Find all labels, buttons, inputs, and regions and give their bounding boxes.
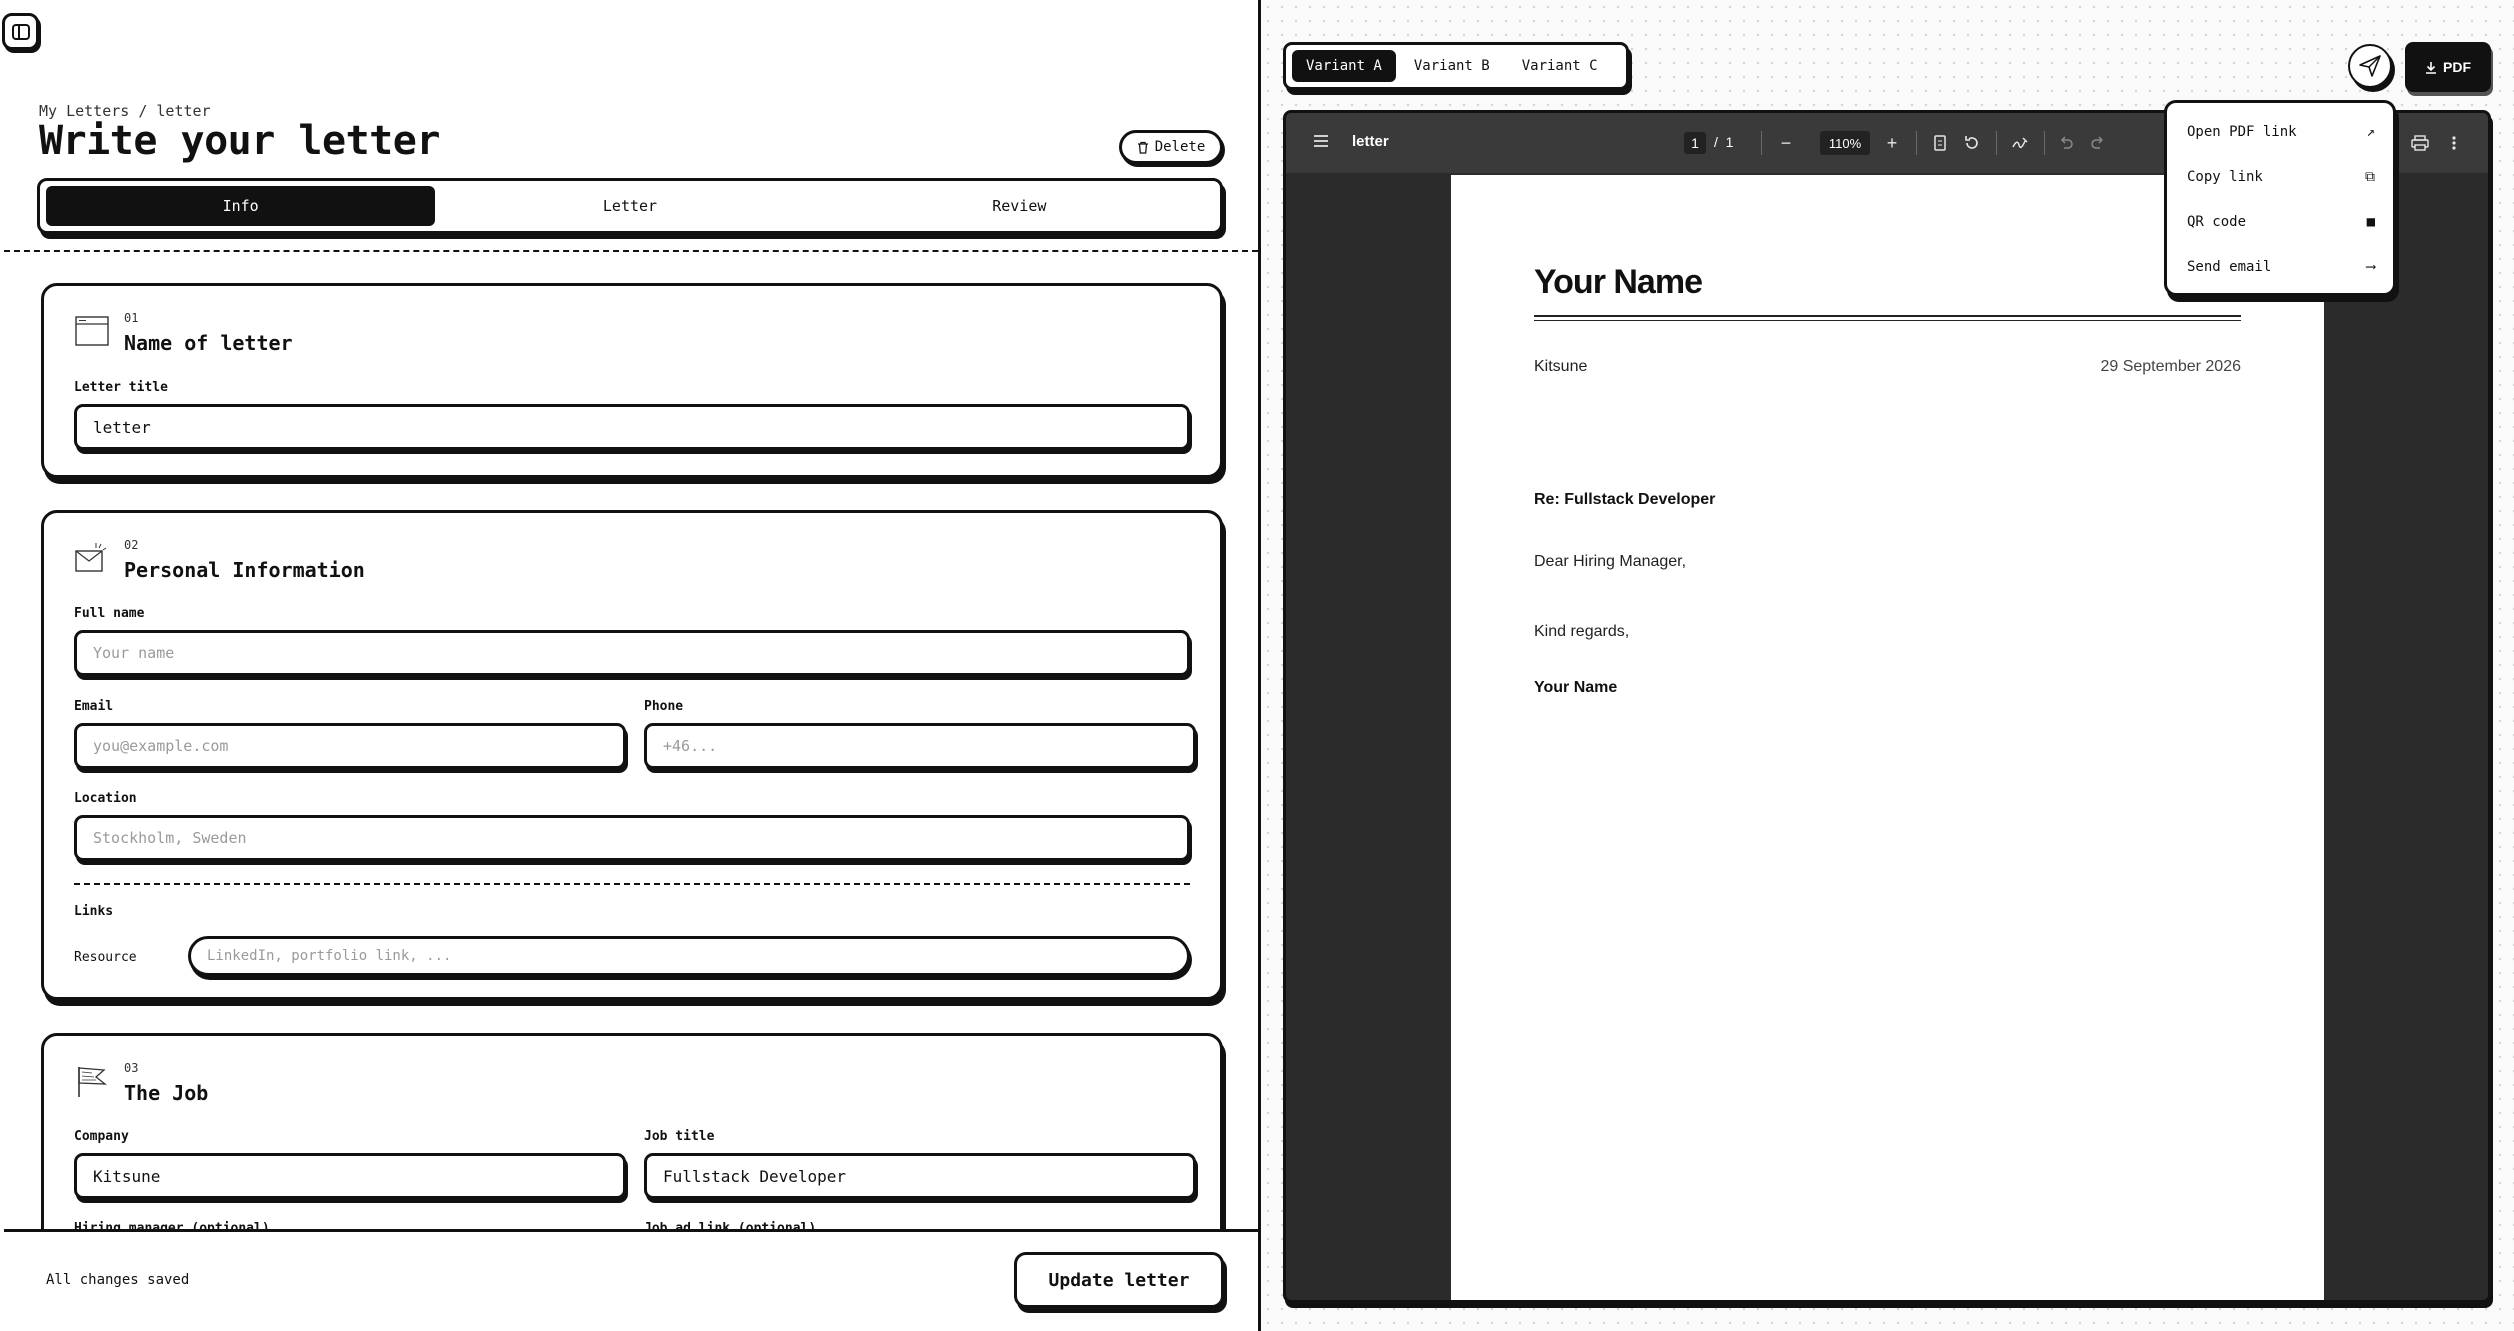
external-link-icon: ↗	[2366, 123, 2375, 140]
flag-icon	[74, 1064, 110, 1098]
company-label: Company	[74, 1129, 129, 1144]
email-label: Email	[74, 699, 114, 714]
page-title: Write your letter	[39, 118, 440, 164]
letter-greeting: Dear Hiring Manager,	[1534, 553, 1687, 570]
location-input[interactable]: Stockholm, Sweden	[74, 815, 1190, 861]
section-tabs	[37, 178, 1223, 234]
full-name-input[interactable]: Your name	[74, 630, 1190, 676]
document-title: letter	[1352, 133, 1389, 150]
divider	[74, 883, 1190, 885]
breadcrumb: My Letters / letter	[39, 102, 211, 120]
section-title: The Job	[124, 1081, 209, 1105]
letter-subject: Re: Fullstack Developer	[1534, 491, 1716, 508]
editor-footer	[4, 1229, 1258, 1331]
fit-page-icon[interactable]	[1928, 131, 1952, 155]
more-options-icon[interactable]	[2442, 131, 2466, 155]
rotate-icon[interactable]	[1960, 131, 1984, 155]
toolbar-separator	[1916, 131, 1917, 155]
section-number: 03	[124, 1061, 139, 1075]
variant-a-tab[interactable]: Variant A	[1292, 50, 1396, 82]
draw-icon[interactable]	[2008, 131, 2032, 155]
download-pdf-button[interactable]	[2405, 42, 2491, 92]
job-title-input[interactable]: Fullstack Developer	[644, 1153, 1196, 1199]
section-number: 01	[124, 311, 139, 325]
letter-sender-name: Your Name	[1534, 263, 1702, 301]
share-button[interactable]	[2348, 44, 2392, 88]
location-label: Location	[74, 791, 137, 806]
page-count: / 1	[1714, 134, 1734, 150]
qr-code-icon: ■	[2366, 213, 2375, 230]
divider	[4, 250, 1258, 252]
header-rule	[1534, 315, 2241, 317]
letter-date: 29 September 2026	[2100, 358, 2241, 375]
section-title: Name of letter	[124, 331, 293, 355]
send-icon	[2357, 53, 2383, 79]
variant-b-tab[interactable]: Variant B	[1413, 58, 1490, 74]
phone-label: Phone	[644, 699, 684, 714]
email-input[interactable]: you@example.com	[74, 723, 626, 769]
tab-review[interactable]: Review	[992, 197, 1047, 215]
toolbar-separator	[1761, 131, 1762, 155]
letter-company: Kitsune	[1534, 358, 1588, 375]
section-number: 02	[124, 538, 139, 552]
pdf-label: PDF	[2443, 59, 2471, 75]
links-label: Links	[74, 904, 114, 919]
copy-link-item[interactable]: Copy link ⧉	[2187, 168, 2375, 185]
letter-signature: Your Name	[1534, 679, 1618, 696]
toolbar-separator	[2044, 131, 2045, 155]
zoom-in-icon[interactable]: +	[1886, 132, 1898, 153]
menu-icon[interactable]	[1312, 133, 1330, 149]
copy-icon: ⧉	[2365, 168, 2375, 185]
open-pdf-link-item[interactable]: Open PDF link ↗	[2187, 123, 2375, 140]
update-letter-button[interactable]: Update letter	[1014, 1252, 1224, 1308]
letter-title-input[interactable]: letter	[74, 404, 1190, 450]
company-input[interactable]: Kitsune	[74, 1153, 626, 1199]
tab-letter[interactable]: Letter	[602, 197, 658, 215]
zoom-level-input[interactable]: 110%	[1820, 131, 1870, 155]
download-icon	[2425, 61, 2437, 74]
letter-closing: Kind regards,	[1534, 623, 1630, 640]
resource-label: Resource	[74, 950, 137, 965]
variant-c-tab[interactable]: Variant C	[1521, 58, 1598, 74]
trash-icon	[1137, 141, 1149, 154]
save-status: All changes saved	[46, 1272, 190, 1288]
redo-icon[interactable]	[2086, 131, 2110, 155]
qr-code-item[interactable]: QR code ■	[2187, 213, 2375, 230]
phone-input[interactable]: +46...	[644, 723, 1196, 769]
sidebar-icon	[12, 24, 30, 40]
page-number-input[interactable]: 1	[1684, 132, 1706, 154]
print-icon[interactable]	[2408, 131, 2432, 155]
header-rule	[1534, 320, 2241, 321]
personal-information-card	[41, 510, 1223, 1000]
job-title-label: Job title	[644, 1129, 715, 1144]
variant-switcher	[1283, 42, 1629, 90]
toolbar-separator	[1996, 131, 1997, 155]
send-email-item[interactable]: Send email ⟶	[2187, 258, 2375, 275]
letter-title-label: Letter title	[74, 380, 168, 395]
tab-info[interactable]: Info	[46, 186, 435, 226]
zoom-out-icon[interactable]: −	[1780, 132, 1792, 153]
resource-link-input[interactable]: LinkedIn, portfolio link, ...	[188, 936, 1190, 976]
delete-button[interactable]	[1119, 130, 1223, 164]
delete-label: Delete	[1154, 139, 1206, 155]
section-title: Personal Information	[124, 558, 365, 582]
full-name-label: Full name	[74, 606, 145, 621]
arrow-right-icon: ⟶	[2366, 258, 2375, 275]
preview-pane	[1261, 0, 2514, 1331]
sidebar-toggle-button[interactable]	[2, 13, 39, 50]
name-of-letter-card	[41, 283, 1223, 478]
window-icon	[74, 314, 110, 348]
pdf-page	[1451, 175, 2324, 1303]
undo-icon[interactable]	[2054, 131, 2078, 155]
share-menu	[2164, 100, 2396, 296]
envelope-icon	[74, 541, 110, 575]
